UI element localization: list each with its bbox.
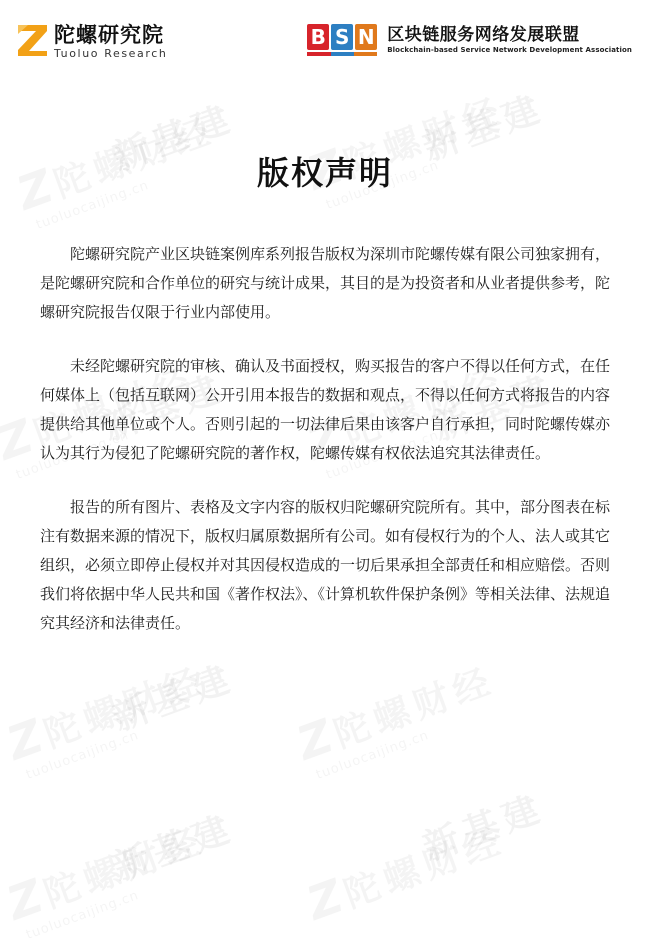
bsn-letters: [307, 24, 379, 50]
watermark: 新基建: [97, 367, 231, 450]
page-header: [0, 0, 650, 80]
watermark: 新基建: [417, 787, 551, 870]
bsn-letter-s: S: [331, 24, 353, 50]
z-logo-icon: [16, 22, 50, 58]
bsn-color-bar: [307, 52, 377, 56]
watermark: 新基建: [107, 657, 241, 740]
watermark: 新基建: [427, 367, 561, 450]
paragraph: 陀螺研究院产业区块链案例库系列报告版权为深圳市陀螺传媒有限公司独家拥有，是陀螺研究院和合作单位的研究与统计成果，其目的是为投资者和从业者提供参考，陀螺研究院报告仅限于行业内部使用。: [40, 245, 611, 321]
tuoluo-research-logo: [16, 22, 167, 62]
alliance-name-cn: 区块链服务网络发展联盟: [387, 25, 580, 45]
alliance-name-en: Blockchain-based Service Network Development Association: [387, 46, 632, 54]
watermark: [290, 650, 507, 785]
brand-name-en: Tuoluo Research: [54, 47, 168, 60]
bsn-logo: [307, 24, 632, 56]
paragraph: 未经陀螺研究院的审核、确认及书面授权，购买报告的客户不得以任何方式，在任何媒体上（包括互联网）公开引用本报告的数据和观点，不得以任何方式将报告的内容提供给其他单位或个人。否则引起的一切法律后果由该客户自行承担，同时陀螺传媒亦认为其行为侵犯了陀螺研究院的著作权，陀螺传媒有权依法追究其法律责任。: [40, 357, 611, 462]
watermark: 新基建: [107, 807, 241, 890]
watermark: [0, 810, 217, 939]
watermark: 新基建: [417, 87, 551, 170]
bsn-letter-b: B: [307, 24, 329, 50]
page-title: 版权声明: [256, 154, 393, 192]
watermark: [0, 650, 217, 785]
document-body: [40, 240, 610, 663]
watermark: 新基建: [107, 97, 241, 180]
brand-name-cn: 陀螺研究院: [54, 23, 164, 47]
watermark: [300, 810, 511, 931]
paragraph: 报告的所有图片、表格及文字内容的版权归陀螺研究院所有。其中，部分图表在标注有数据来源的情况下，版权归属原数据所有公司。如有侵权行为的个人、法人或其它组织，必须立即停止侵权并对其因侵权造成的一切后果承担全部责任和相应赔偿。否则我们将依据中华人民共和国《著作权法》、《计算机软件保护条例》等相关法律、法规追究其经济和法律责任。: [40, 498, 611, 632]
bsn-letter-n: N: [355, 24, 377, 50]
